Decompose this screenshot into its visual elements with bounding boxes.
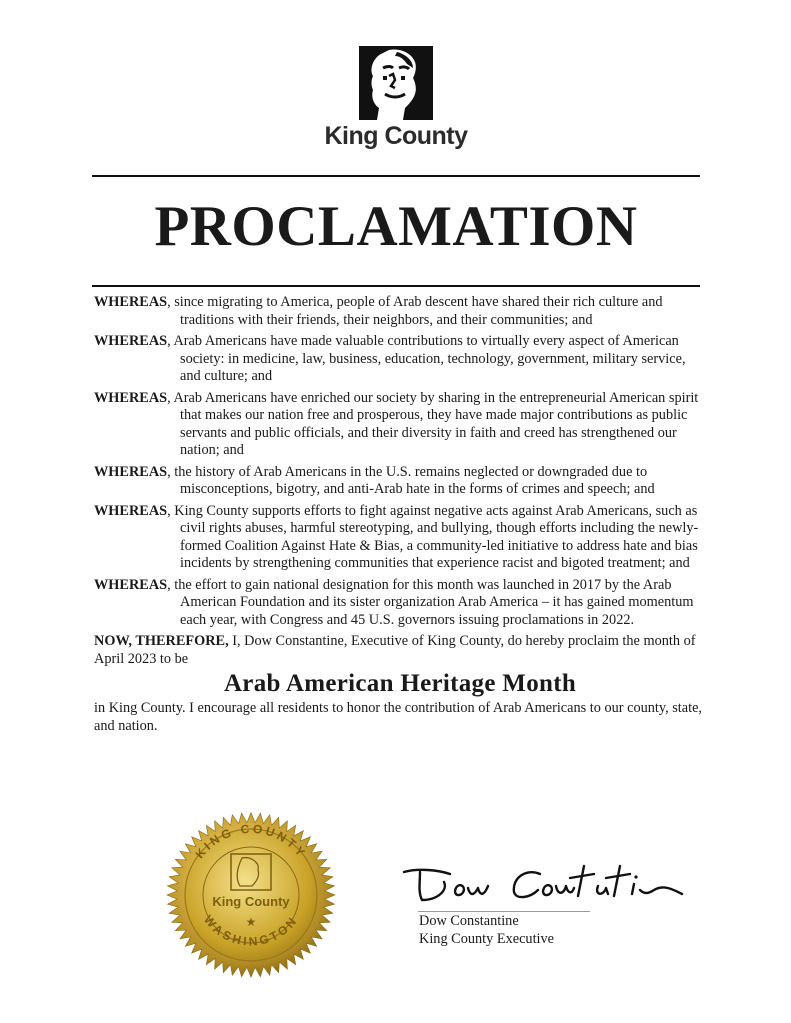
svg-text:KING COUNTY: KING COUNTY xyxy=(192,821,310,862)
bottom-divider xyxy=(92,285,700,287)
proclamation-body xyxy=(94,294,706,735)
svg-text:★: ★ xyxy=(245,915,257,929)
now-therefore-clause: NOW, THEREFORE, I, Dow Constantine, Executive of King County, do hereby proclaim the month of April 2023 to be xyxy=(94,633,696,667)
heritage-month-title: Arab American Heritage Month xyxy=(223,670,577,697)
signatory-title: King County Executive xyxy=(419,931,555,947)
whereas-clause: WHEREAS, Arab Americans have enriched our society by sharing in the entrepreneurial American spirit that makes our nation free and prosperous, they have made major contributions as public servants and public officials, and their diversity in faith and creed has strengthened our nation; and xyxy=(94,389,699,458)
whereas-clause: WHEREAS, Arab Americans have made valuable contributions to virtually every aspect of American society: in medicine, law, business, education, technology, government, military service, and culture; and xyxy=(94,333,686,384)
top-divider xyxy=(92,175,700,177)
signatory-name: Dow Constantine xyxy=(419,913,519,929)
whereas-clause: WHEREAS, the effort to gain national designation for this month was launched in 2017 by the Arab American Foundation and its sister organization Arab America – it has gained momentum each year, with Congress and 45 U.S. governors issuing proclamations in 2022. xyxy=(94,576,694,628)
whereas-clause: WHEREAS, the history of Arab Americans in the U.S. remains neglected or downgraded due to misconceptions, bigotry, and anti-Arab hate in the forms of crimes and speech; and xyxy=(94,463,655,497)
gold-seal-icon xyxy=(148,808,354,978)
svg-text:King County: King County xyxy=(212,894,290,909)
signature-image xyxy=(398,860,688,912)
whereas-clause: WHEREAS, King County supports efforts to fight against negative acts against Arab Americans, such as civil rights abuses, harmful stereotyping, and bullying, though efforts including the newly-formed Coalition Against Hate & Bias, a community-led initiative to address hate and bias incidents by strengthening communities that experience racist and bigoted treatment; and xyxy=(94,502,699,571)
king-county-logo-icon xyxy=(359,46,433,120)
page-title: PROCLAMATION xyxy=(154,195,638,258)
whereas-clause: WHEREAS, since migrating to America, people of Arab descent have shared their rich culture and traditions with their friends, their neighbors, and their communities; and xyxy=(94,294,663,328)
svg-text:WASHINGTON: WASHINGTON xyxy=(201,912,301,949)
closing-text: in King County. I encourage all residents to honor the contribution of Arab Americans to our county, state, and nation. xyxy=(94,700,703,734)
logo-wordmark: King County xyxy=(324,122,468,150)
signature-line xyxy=(418,911,590,912)
